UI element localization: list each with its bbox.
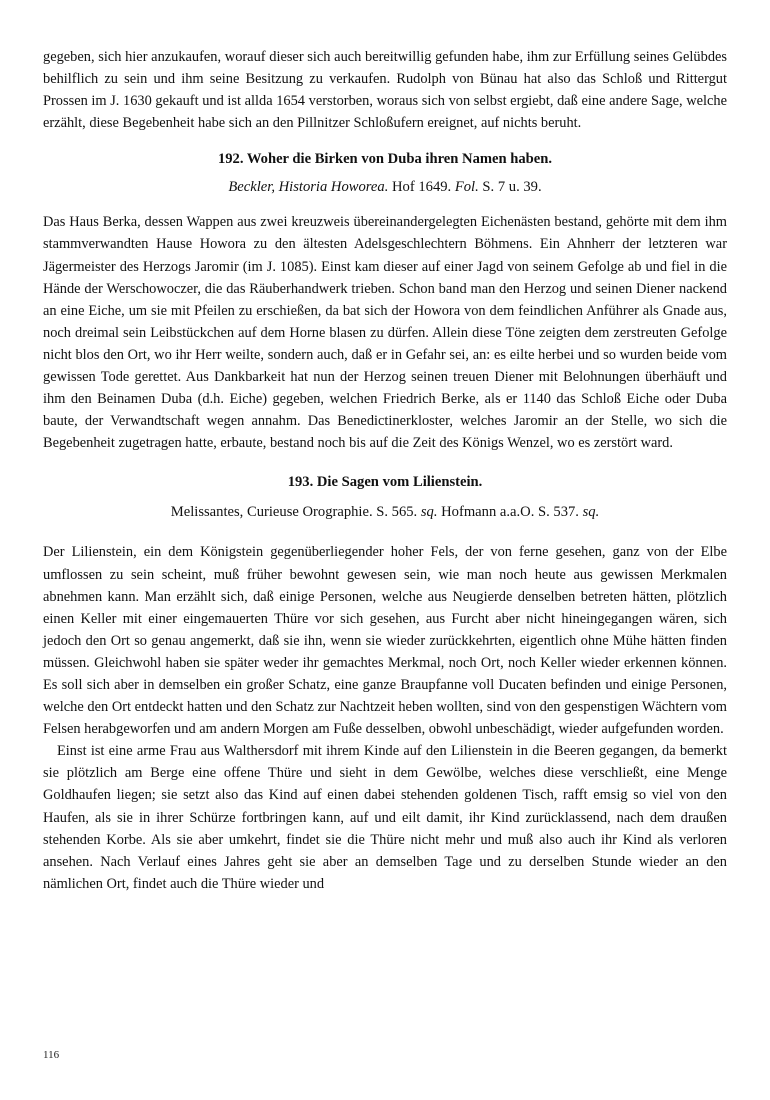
spacer <box>43 523 727 541</box>
source-work-title: Beckler, Historia Howorea. <box>228 179 389 196</box>
source-format: Fol. <box>454 179 479 196</box>
page-text <box>43 46 727 895</box>
page-number: 116 <box>43 1049 60 1061</box>
source-detail: Hofmann a.a.O. S. 537. <box>437 504 583 521</box>
section-193-source <box>43 501 727 523</box>
source-detail: Melissantes, Curieuse Orographie. S. 565. <box>170 504 421 521</box>
spacer <box>43 134 727 148</box>
section-193-heading: 193. Die Sagen vom Lilienstein. <box>287 474 483 491</box>
spacer <box>43 454 727 471</box>
section-192-source <box>43 176 727 198</box>
section-192-body: Das Haus Berka, dessen Wappen aus zwei kreuzweis übereinandergelegten Eichenästen bestand, gehörte mit dem ihm stammverwandten Hause Howora zu den ältesten Adelsgeschlechtern Böhmens. Ein Ahnherr der letzteren war Jägermeister des Herzogs Jaromir (im J. 1085). Einst kam dieser auf einer Jagd von seinem Gefolge ab und fiel in die Hände der Werschowoczer, die das Räuberhandwerk trieben. Schon band man den Herzog und seinen Diener nackend an eine Eiche, um sie mit Pfeilen zu erschießen, da bat sich der Howora von dem feindlichen Anführer als Gnade aus, noch dreimal sein Leibstückchen auf dem Horne blasen zu dürfen. Allein diese Töne zeigten dem zerstreuten Gefolge nicht blos den Ort, wo ihr Herr weilte, sondern auch, daß er in Gefahr sei, an: es eilte herbei und so wurden beide vom gewissen Tode gerettet. Aus Dankbarkeit hat nun der Herzog seinen treuen Diener mit Belohnungen überhäuft und ihm den Beinamen Duba (d.h. Eiche) gegeben, welchen Friedrich Berke, als er 1140 das Schloß Eiche oder Duba baute, der Verwandtschaft wegen annahm. Das Benedictinerkloster, welches Jaromir an der Stelle, wo sich die Begebenheit zugetragen hatte, erbaute, bestand noch bis auf die Zeit des Königs Wenzel, wo es zerstört ward. <box>43 214 727 452</box>
spacer <box>43 198 727 211</box>
source-abbrev: sq. <box>582 504 600 521</box>
intro-paragraph: gegeben, sich hier anzukaufen, worauf dieser sich auch bereitwillig gefunden habe, ihm zur Erfüllung seines Gelübdes behilflich zu sein und ihm seine Besitzung zu verkaufen. Rudolph von Bünau hat also das Schloß und Rittergut Prossen im J. 1630 gekauft und ist allda 1654 verstorben, woraus sich von selbst ergiebt, daß eine andere Sage, welche erzählt, diese Begebenheit habe sich an den Pillnitzer Schloßufern ereignet, auf nichts beruht. <box>43 49 727 132</box>
source-pages: S. 7 u. 39. <box>478 179 542 196</box>
section-193-body-1: Der Lilienstein, ein dem Königstein gegenüberliegender hoher Fels, der von ferne gesehen, ganz von der Elbe umflossen zu sein scheint, muß früher bewohnt gewesen sein, wie man noch heute aus gewissen Merkmalen abnehmen kann. Man erzählt sich, daß einige Personen, welche aus Neugierde denselben betreten hätten, plötzlich einen Keller mit einer eingemauerten Thüre vor sich gesehen, aus Furcht aber nicht hineingegangen wären, sich jedoch den Ort so genau angemerkt, daß sie ihn, wenn sie wieder zurückkehrten, eigentlich ohne Mühe hätten finden müssen. Gleichwohl haben sie später weder ihr gemachtes Merkmal, noch Ort, noch Keller wieder erkennen können. Es soll sich aber in demselben ein großer Schatz, eine ganze Braupfanne voll Ducaten befinden und einige Personen, welche den Ort entdeckt hatten und den Schatz zur Nachtzeit heben wollten, sind von den gespenstigen Wächtern vom Felsen herabgeworfen und am andern Morgen am Fuße desselben, obwohl unbeschädigt, wieder aufgefunden worden. <box>43 544 727 738</box>
section-192-heading: 192. Woher die Birken von Duba ihren Namen haben. <box>217 151 553 168</box>
source-detail: Hof 1649. <box>388 179 455 196</box>
section-193-body-2: Einst ist eine arme Frau aus Walthersdorf mit ihrem Kinde auf den Lilienstein in die Beeren gegangen, da bemerkt sie plötzlich am Berge eine offene Thüre und sieht in dem Gewölbe, welches diese verschließt, eine Menge Goldhaufen liegen; sie setzt also das Kind auf einen dabei stehenden goldenen Tisch, rafft emsig so viel von den Haufen, als sie in ihrer Schürze fortbringen kann, auf und eilt damit, ihr Kind zurücklassend, nach dem draußen stehenden Korbe. Als sie aber umkehrt, findet sie die Thüre nicht mehr und muß also auch ihr Kind als verloren ansehen. Nach Verlauf eines Jahres geht sie aber an demselben Tage und zu derselben Stunde wieder an den nämlichen Ort, findet auch die Thüre wieder und <box>43 743 727 892</box>
source-abbrev: sq. <box>420 504 438 521</box>
